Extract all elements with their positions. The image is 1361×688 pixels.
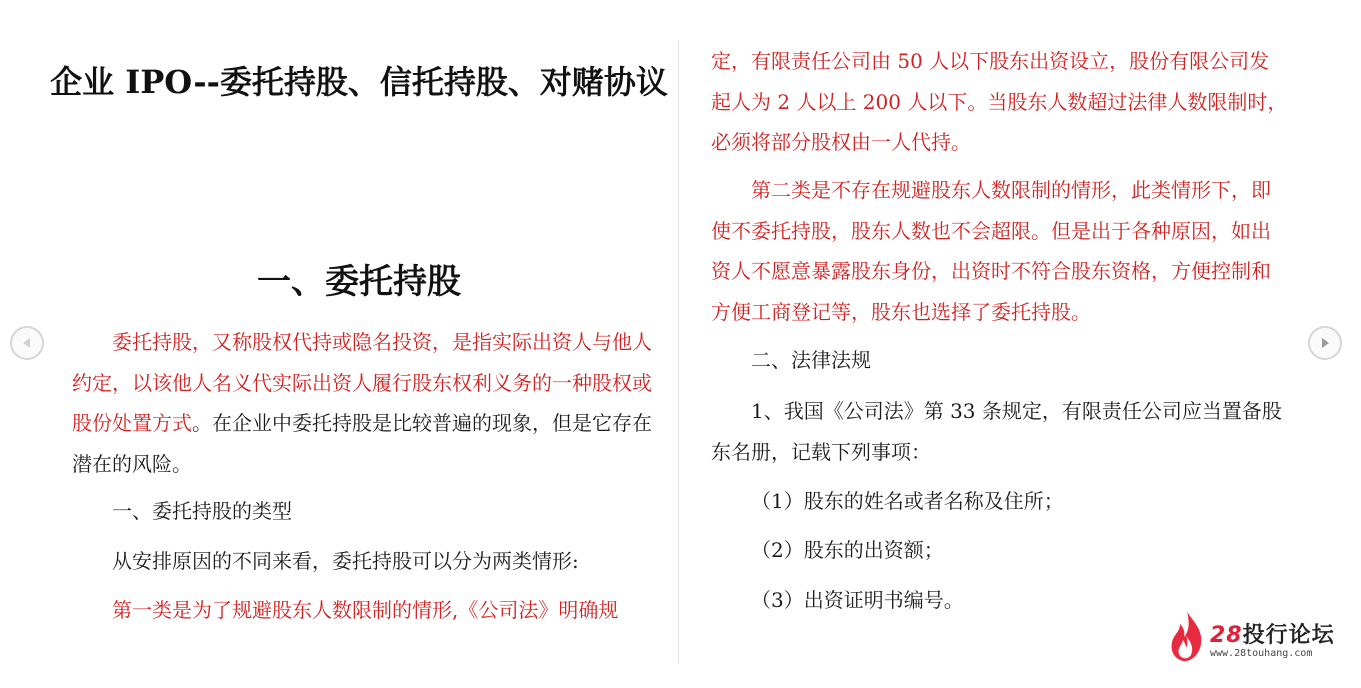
intro-text: 。在企业中委托持股是比较普遍的现象，但是它存在潜在的风险。 [72,411,652,476]
intro-paragraph [72,322,654,484]
play-right-icon [1318,336,1332,350]
law1-item-3: （3）出资证明书编号。 [751,588,964,612]
type1-paragraph-start: 第一类是为了规避股东人数限制的情形,《公司法》明确规 [112,598,619,622]
prev-page-button[interactable] [10,326,44,360]
type2-paragraph: 第二类是不存在规避股东人数限制的情形，此类情形下，即使不委托持股，股东人数也不会超限。但是出于各种原因，如出资人不愿意暴露股东身份，出资时不符合股东资格，方便控制和方便工商登记等，股东也选择了委托持股。 [711,178,1271,324]
type1-paragraph-cont: 定，有限责任公司由 50 人以下股东出资设立，股份有限公司发起人为 2 人以上 200 人以下。当股东人数超过法律人数限制时，必须将部分股权由一人代持。 [711,49,1288,154]
subsection-title-laws: 二、法律法规 [751,348,871,372]
law1-item-2: （2）股东的出资额； [751,538,944,562]
flame-logo [1168,610,1206,664]
law1-paragraph: 1、我国《公司法》第 33 条规定，有限责任公司应当置备股东名册，记载下列事项： [711,399,1282,464]
law1-item-1: （1）股东的姓名或者名称及住所； [751,489,1064,513]
watermark-url: www.28touhang.com [1210,648,1313,659]
subsection-title-types: 一、委托持股的类型 [112,499,292,523]
intro-highlight: 委托持股，又称股权代持或隐名投资，是指实际出资人与他人约定，以该他人名义代实际出资人履行股东权利义务的一种股权或股份处置方式 [72,330,652,435]
site-watermark [1168,610,1348,666]
watermark-brand: 28投行论坛 [1210,623,1335,648]
document-title: 企业 IPO--委托持股、信托持股、对赌协议 [50,63,668,101]
left-page [40,0,678,688]
section-heading: 一、委托持股 [257,262,461,302]
types-paragraph: 从安排原因的不同来看，委托持股可以分为两类情形: [112,549,579,573]
right-page [679,0,1319,688]
chevron-left-icon [20,336,34,350]
